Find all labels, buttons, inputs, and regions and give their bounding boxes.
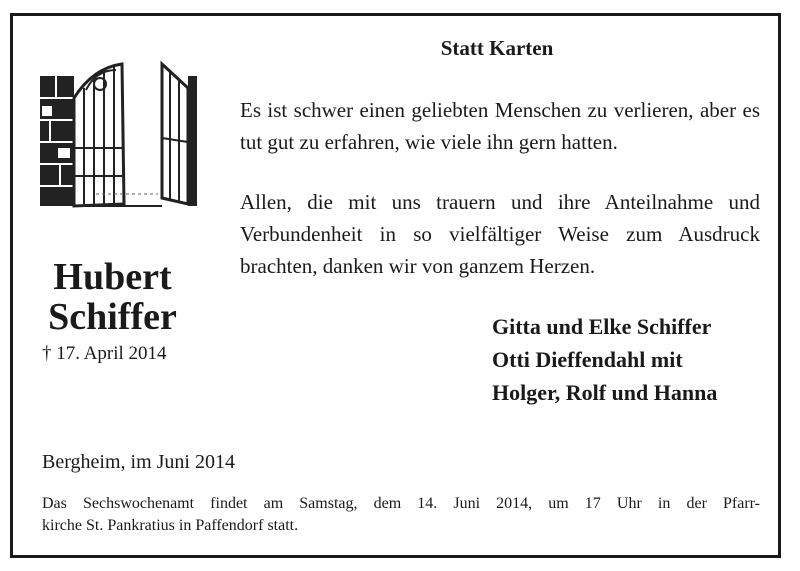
signers bbox=[492, 310, 717, 409]
notice-line-2: kirche St. Pankratius in Paffendorf statt. bbox=[42, 517, 299, 534]
service-notice bbox=[42, 493, 760, 537]
signer-line: Holger, Rolf und Hanna bbox=[492, 380, 718, 405]
signer-line: Otti Dieffendahl mit bbox=[492, 347, 683, 372]
notice-line-1: Das Sechswochenamt findet am Samstag, dem 14. Juni 2014, um 17 Uhr in der Pfarr- bbox=[42, 495, 760, 512]
last-name: Schiffer bbox=[48, 296, 177, 338]
death-date: † 17. April 2014 bbox=[42, 343, 167, 364]
paragraph-2: Allen, die mit uns trauern und ihre Anteilnahme und Verbundenheit in so vielfältiger Weise zum Ausdruck brachten, danken wir von ganzem Herzen. bbox=[240, 190, 760, 278]
signer-line: Gitta und Elke Schiffer bbox=[492, 314, 712, 339]
paragraph-1: Es ist schwer einen geliebten Menschen zu verlieren, aber es tut gut zu erfahren, wie viele ihn gern hatten. bbox=[240, 98, 760, 154]
open-gate-icon bbox=[38, 58, 198, 208]
first-name: Hubert bbox=[53, 256, 172, 298]
place-date: Bergheim, im Juni 2014 bbox=[42, 451, 235, 473]
heading: Statt Karten bbox=[440, 36, 554, 60]
